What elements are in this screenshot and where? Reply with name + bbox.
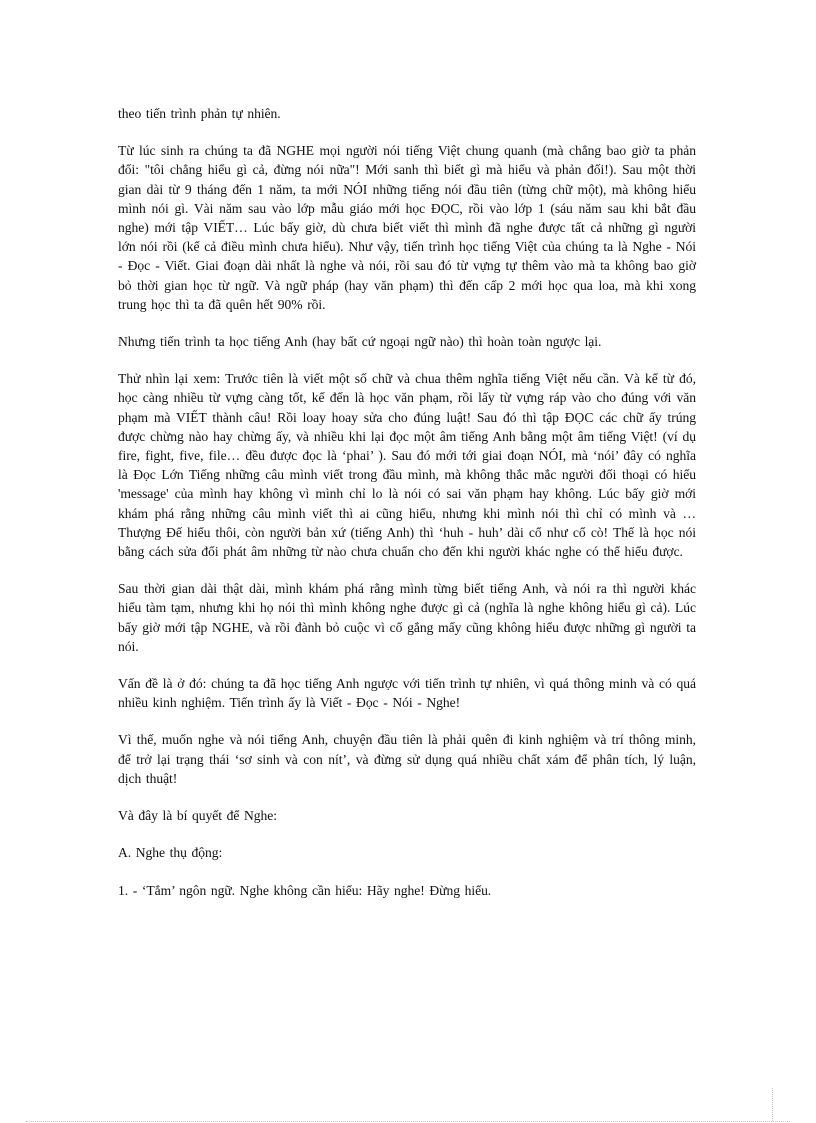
paragraph-intro-fragment: theo tiến trình phản tự nhiên.: [118, 106, 281, 121]
paragraph-vietnamese-learning: Từ lúc sinh ra chúng ta đã NGHE mọi người nói tiếng Việt chung quanh (mà chẳng bao giờ ta phản đối: "tôi chẳng hiểu gì cả, đừng nói nữa"! Mới sanh thì biết gì mà hiểu và phản đối!). Sau một thời gian dài từ 9 tháng đến 1 năm, ta mới NÓI những tiếng nói đầu tiên (từng chữ một), mà không hiểu mình nói gì. Vài năm sau vào lớp mẫu giáo mới học ĐỌC, rồi vào lớp 1 (sáu năm sau khi bắt đầu nghe) mới tập VIẾT… Lúc bấy giờ, dù chưa biết viết thì mình đã nghe được tất cả những gì người lớn nói rồi (kể cả điều mình chưa hiểu). Như vậy, tiến trình học tiếng Việt của chúng ta là Nghe - Nói - Đọc - Viết. Giai đoạn dài nhất là nghe và nói, rồi sau đó từ vựng tự thêm vào mà ta không bao giờ bỏ thời gian học từ ngữ. Và ngữ pháp (hay văn phạm) thì đến cấp 2 mới học qua loa, mà khi xong trung học thì ta đã quên hết 90% rồi.: [118, 143, 696, 312]
page-bottom-border: [26, 1121, 790, 1122]
paragraph-try-looking: Thử nhìn lại xem: Trước tiên là viết một số chữ và chua thêm nghĩa tiếng Việt nếu cần. Và kể từ đó, học càng nhiều từ vựng càng tốt, kế đến là học văn phạm, rồi lấy từ vựng ráp vào cho đúng với văn phạm mà VIẾT thành câu! Rồi loay hoay sửa cho đúng luật! Sau đó thì tập ĐỌC các chữ ấy trúng được chừng nào hay chừng ấy, và nhiều khi lại đọc một âm tiếng Anh bằng một âm tiếng Việt! (ví dụ fire, fight, five, file… đều được đọc là ‘phai’ ). Sau đó mới tới giai đoạn NÓI, mà ‘nói’ đây có nghĩa là Đọc Lớn Tiếng những câu mình viết trong đầu mình, mà không thắc mắc người đối thoại có hiểu 'message' của mình hay không vì mình chỉ lo là nói có sai văn phạm hay không. Lúc bấy giờ mới khám phá rằng những câu mình viết thì ai cũng hiểu, nhưng khi mình nói thì chỉ có mình và … Thượng Đế hiểu thôi, còn người bản xứ (tiếng Anh) thì ‘huh - huh’ dài cổ như cổ cò! Thế là học nói bằng cách sửa đổi phát âm những từ nào chưa chuẩn cho đến khi người khác nghe có thể hiểu được.: [118, 371, 696, 560]
list-item-1: 1. - ‘Tắm’ ngôn ngữ. Nghe không cần hiểu: Hãy nghe! Đừng hiểu.: [118, 882, 492, 898]
section-heading-passive-listening: A. Nghe thụ động:: [118, 845, 223, 861]
paragraph-after-long-time: Sau thời gian dài thật dài, mình khám phá rằng mình từng biết tiếng Anh, và nói ra thì người khác hiểu tàm tạm, nhưng khi họ nói thì mình không nghe được gì cả (nghĩa là nghe không hiểu gì cả). Lúc bấy giờ mới tập NGHE, và rồi đành bỏ cuộc vì cố gắng mấy cũng không hiểu được những gì người ta nói.: [118, 581, 696, 654]
paragraph-therefore: Vì thế, muốn nghe và nói tiếng Anh, chuyện đầu tiên là phải quên đi kinh nghiệm và trí thông minh, để trở lại trạng thái ‘sơ sinh và con nít’, và đừng sử dụng quá nhiều chất xám để phân tích, lý luận, dịch thuật!: [118, 732, 696, 786]
paragraph-problem: Vấn đề là ở đó: chúng ta đã học tiếng Anh ngược với tiến trình tự nhiên, vì quá thông minh và có quá nhiều kinh nghiệm. Tiến trình ấy là Viết - Đọc - Nói - Nghe!: [118, 676, 696, 711]
paragraph-english-reverse: Nhưng tiến trình ta học tiếng Anh (hay bất cứ ngoại ngữ nào) thì hoàn toàn ngược lại.: [118, 334, 602, 350]
page-corner-mark: [772, 1088, 774, 1121]
paragraph-secret-heading: Và đây là bí quyết để Nghe:: [118, 808, 277, 824]
document-page: [118, 104, 696, 918]
